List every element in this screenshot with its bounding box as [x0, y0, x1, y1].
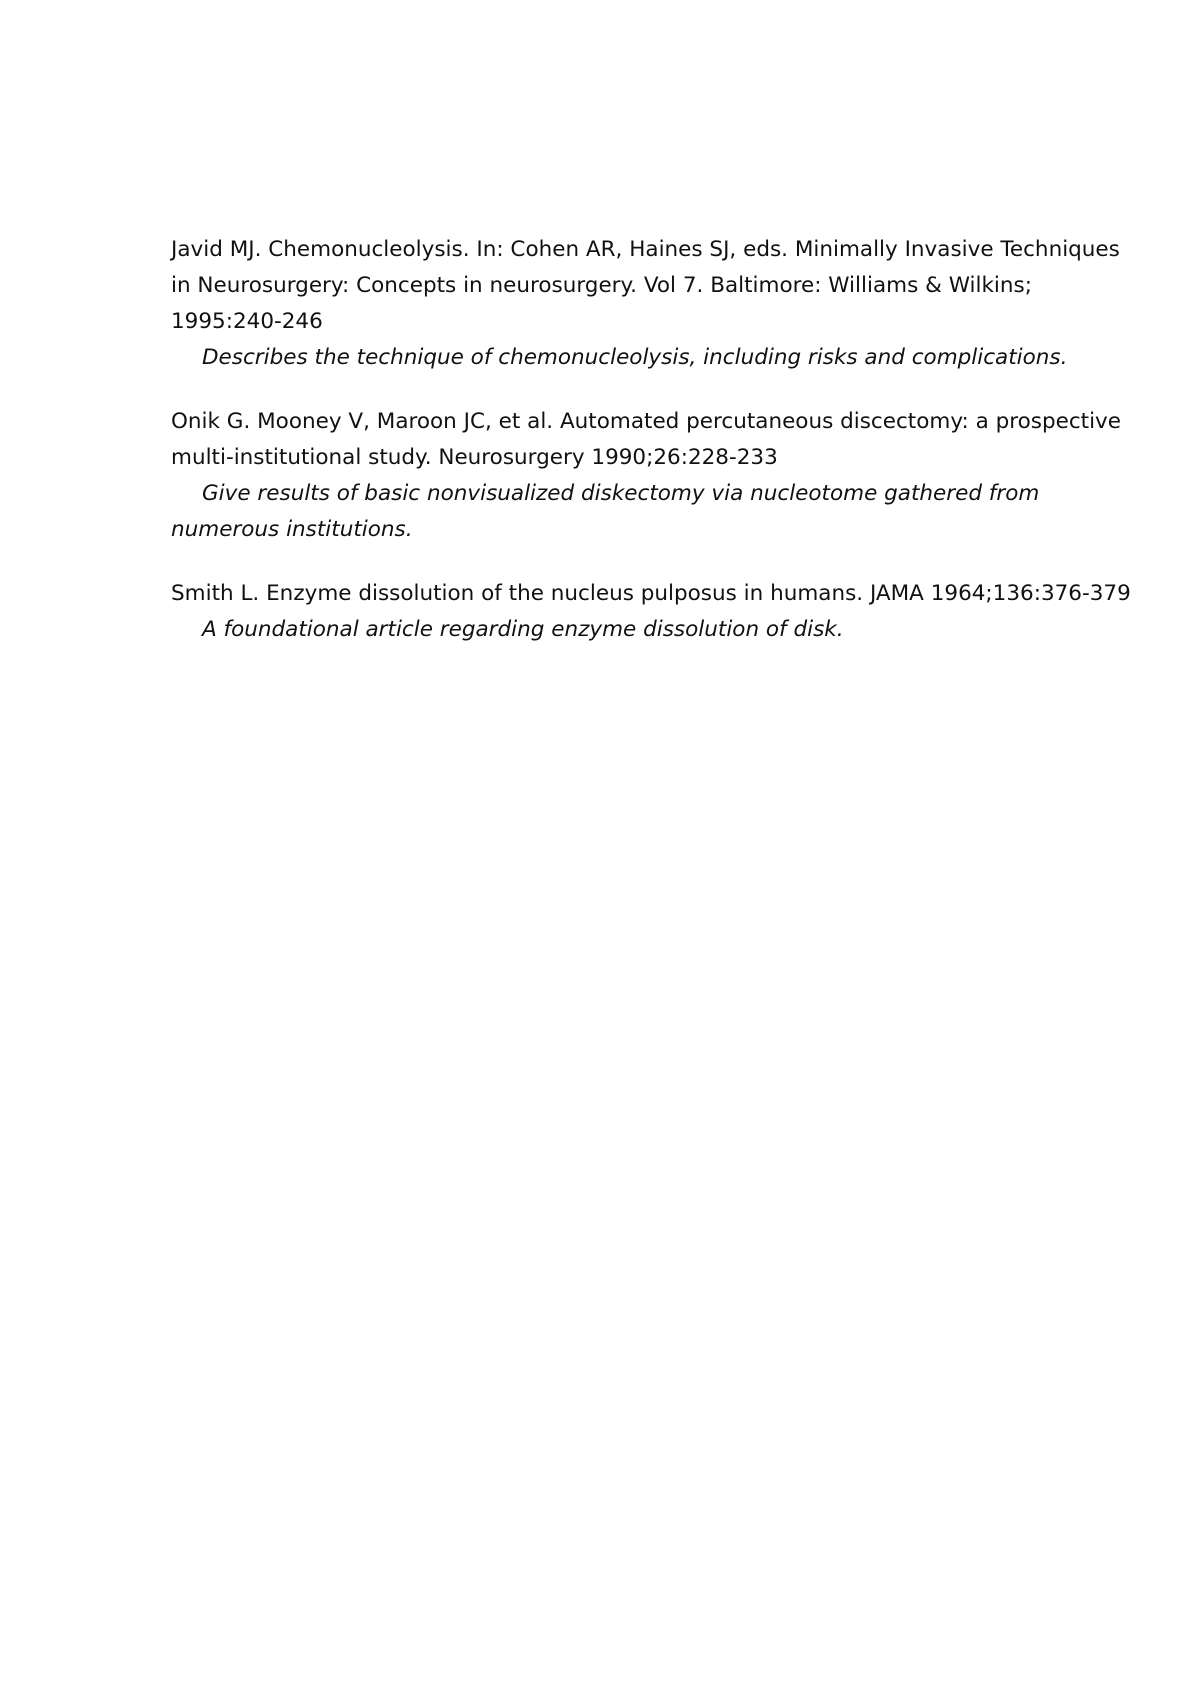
reference-list	[171, 232, 1141, 676]
reference-annotation: Give results of basic nonvisualized diskectomy via nucleotome gathered from numerous institutions.	[171, 481, 1040, 542]
reference-citation: Javid MJ. Chemonucleolysis. In: Cohen AR, Haines SJ, eds. Minimally Invasive Techniques in Neurosurgery: Concepts in neurosurgery. Vol 7. Baltimore: Williams & Wilkins; 1995:240-246	[171, 237, 1120, 334]
reference-citation: Smith L. Enzyme dissolution of the nucleus pulposus in humans. JAMA 1964;136:376-379	[171, 581, 1131, 606]
reference-citation: Onik G. Mooney V, Maroon JC, et al. Automated percutaneous discectomy: a prospective multi-institutional study. Neurosurgery 1990;26:228-233	[171, 409, 1121, 470]
reference-item	[171, 576, 1141, 648]
reference-annotation: Describes the technique of chemonucleolysis, including risks and complications.	[202, 345, 1068, 370]
reference-item	[171, 404, 1141, 548]
reference-item	[171, 232, 1141, 376]
reference-annotation: A foundational article regarding enzyme dissolution of disk.	[202, 617, 844, 642]
